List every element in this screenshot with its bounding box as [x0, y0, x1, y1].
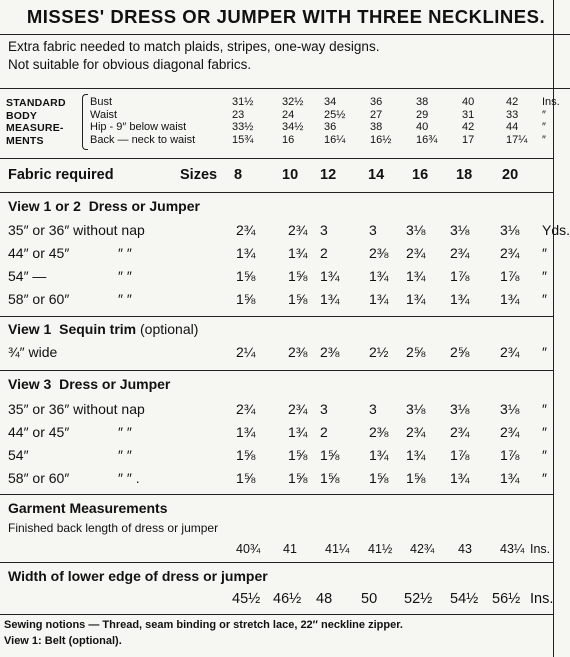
value-cell: 15¾ [232, 133, 254, 146]
table-row [0, 401, 570, 417]
value-cell: 3⅛ [406, 401, 426, 417]
value-cell: 2 [320, 424, 328, 440]
value-cell: 2⅜ [288, 344, 308, 360]
value-cell: 17¼ [506, 133, 528, 146]
value-cell: 2⅜ [320, 344, 340, 360]
value-cell: 40¾ [236, 542, 261, 556]
section-heading [8, 376, 170, 392]
value-cell: 2⅝ [450, 344, 470, 360]
section-view: View 3 [8, 376, 52, 392]
value-cell: 2½ [369, 344, 389, 360]
value-cell: 2¾ [500, 424, 520, 440]
value-cell: 1¾ [369, 268, 389, 284]
value-cell: 1⅝ [288, 470, 308, 486]
size-header: 10 [282, 167, 299, 183]
value-cell: 16½ [370, 133, 392, 146]
size-header: 14 [368, 167, 385, 183]
row-label: ¾″ wide [8, 344, 58, 360]
value-cell: 1⅝ [406, 470, 426, 486]
value-cell: 1¾ [320, 291, 340, 307]
value-cell: 46½ [273, 591, 302, 607]
value-cell: 3⅛ [406, 222, 426, 238]
table-row [0, 167, 570, 183]
table-row [0, 245, 570, 261]
section-view: View 1 [8, 321, 52, 337]
value-cell: 1⅝ [288, 447, 308, 463]
value-cell: 3⅛ [450, 222, 470, 238]
value-cell: 2¾ [236, 401, 256, 417]
unit-label: ″ [542, 470, 547, 486]
fabric-label: Fabric required [8, 167, 114, 183]
row-label: 44″ or 45″ [8, 245, 70, 261]
row-label: 54″ [8, 447, 29, 463]
size-header: 18 [456, 167, 473, 183]
value-cell: 1¾ [288, 424, 308, 440]
value-cell: 2¾ [450, 245, 470, 261]
unit-label: ″ [542, 447, 547, 463]
ditto-marks: ″ ″ . [118, 470, 140, 486]
value-cell: 41½ [368, 542, 393, 556]
unit-label: Ins. [542, 96, 560, 108]
divider [0, 316, 553, 317]
value-cell: 32½ [282, 96, 304, 108]
divider [0, 158, 553, 159]
value-cell: 1⅝ [236, 291, 256, 307]
value-cell: 33 [506, 108, 519, 121]
value-cell: 40 [416, 121, 429, 133]
value-cell: 23 [232, 108, 245, 121]
value-cell: 1¾ [369, 291, 389, 307]
value-cell: 16¼ [324, 133, 346, 146]
value-cell: 48 [316, 591, 333, 607]
value-cell: 3⅛ [450, 401, 470, 417]
value-cell: 1¾ [236, 424, 256, 440]
value-cell: 52½ [404, 591, 433, 607]
value-cell: 43¼ [500, 542, 525, 556]
table-row [0, 447, 570, 463]
size-header: 20 [502, 167, 519, 183]
value-cell: 42 [462, 121, 475, 133]
size-header: 8 [234, 167, 243, 183]
value-cell: 56½ [492, 591, 521, 607]
value-cell: 3 [369, 222, 377, 238]
table-row [0, 542, 570, 558]
value-cell: 1¾ [450, 470, 470, 486]
value-cell: 1⅝ [236, 268, 256, 284]
sizes-label: Sizes [180, 167, 218, 183]
value-cell: 36 [370, 96, 383, 108]
value-cell: 1¾ [450, 291, 470, 307]
row-label: 58″ or 60″ [8, 291, 70, 307]
value-cell: 24 [282, 108, 295, 121]
value-cell: 1¾ [369, 447, 389, 463]
value-cell: 1⅝ [320, 470, 340, 486]
section-heading [8, 321, 198, 337]
value-cell: 1⅞ [450, 447, 470, 463]
divider [0, 88, 570, 89]
unit-label: Yds. [542, 222, 570, 238]
value-cell: 50 [361, 591, 378, 607]
unit-label: ″ [542, 401, 547, 417]
sewing-notions: Sewing notions — Thread, seam binding or stretch lace, 22″ neckline zipper. [4, 619, 403, 631]
value-cell: 31 [462, 108, 475, 121]
value-cell: 29 [416, 108, 429, 121]
value-cell: 1⅝ [320, 447, 340, 463]
ditto-marks: ″ ″ [118, 424, 132, 440]
value-cell: 2¾ [288, 222, 308, 238]
table-row [0, 470, 570, 486]
unit-label: ″ [542, 268, 547, 284]
value-cell: 2¾ [236, 222, 256, 238]
value-cell: 1¾ [406, 447, 426, 463]
value-cell: 3⅛ [500, 401, 520, 417]
value-cell: 3⅛ [500, 222, 520, 238]
table-row [0, 591, 570, 607]
width-heading: Width of lower edge of dress or jumper [8, 568, 268, 584]
value-cell: 3 [369, 401, 377, 417]
size-header: 16 [412, 167, 429, 183]
unit-label: ″ [542, 424, 547, 440]
section-subtitle: Dress or Jumper [88, 198, 200, 214]
value-cell: 45½ [232, 591, 261, 607]
row-label: 54″ — [8, 268, 47, 284]
sewing-notions: View 1: Belt (optional). [4, 635, 122, 647]
unit-label: ″ [542, 291, 547, 307]
value-cell: 2¾ [288, 401, 308, 417]
value-cell: 38 [370, 121, 383, 133]
section-heading [8, 198, 200, 214]
ditto-marks: ″ ″ [118, 245, 132, 261]
unit-label: Ins. [530, 542, 551, 556]
measurements-label: STANDARD BODY MEASURE- MENTS [6, 97, 66, 147]
value-cell: 40 [462, 96, 475, 108]
table-row [0, 291, 570, 307]
value-cell: 25½ [324, 108, 346, 121]
value-cell: 33½ [232, 121, 254, 133]
value-cell: 54½ [450, 591, 479, 607]
section-subtitle: Dress or Jumper [59, 376, 171, 392]
value-cell: 34½ [282, 121, 304, 133]
value-cell: 42 [506, 96, 519, 108]
divider [0, 192, 553, 193]
value-cell: 1¾ [500, 470, 520, 486]
row-label: 35″ or 36″ without nap [8, 222, 145, 238]
value-cell: 1⅝ [288, 268, 308, 284]
value-cell: 17 [462, 133, 475, 146]
value-cell: 2¾ [500, 344, 520, 360]
value-cell: 42¾ [410, 542, 435, 556]
unit-label: ″ [542, 108, 546, 121]
row-label: 44″ or 45″ [8, 424, 70, 440]
value-cell: 1⅝ [369, 470, 389, 486]
value-cell: 2⅝ [406, 344, 426, 360]
value-cell: 1¾ [500, 291, 520, 307]
value-cell: 1⅝ [236, 447, 256, 463]
unit-label: ″ [542, 121, 546, 133]
garment-heading: Garment Measurements [8, 500, 168, 516]
value-cell: 1¾ [236, 245, 256, 261]
value-cell: 43 [458, 542, 472, 556]
value-cell: 2¼ [236, 344, 256, 360]
value-cell: 31½ [232, 96, 254, 108]
back-length-label: Finished back length of dress or jumper [8, 521, 219, 535]
value-cell: 34 [324, 96, 337, 108]
value-cell: 1⅞ [450, 268, 470, 284]
row-label: Bust [90, 96, 113, 108]
ditto-marks: ″ ″ [118, 447, 132, 463]
value-cell: 1⅞ [500, 447, 520, 463]
table-row [0, 268, 570, 284]
value-cell: 27 [370, 108, 383, 121]
divider [0, 494, 553, 495]
value-cell: 2 [320, 245, 328, 261]
size-header: 12 [320, 167, 337, 183]
value-cell: 1¾ [406, 291, 426, 307]
value-cell: 2¾ [406, 424, 426, 440]
table-row [0, 424, 570, 440]
value-cell: 1⅞ [500, 268, 520, 284]
unit-label: ″ [542, 245, 547, 261]
section-view: View 1 or 2 [8, 198, 81, 214]
divider [0, 34, 570, 35]
unit-label: ″ [542, 344, 547, 360]
value-cell: 38 [416, 96, 429, 108]
value-cell: 1⅝ [236, 470, 256, 486]
value-cell: 3 [320, 401, 328, 417]
row-label: Hip - 9″ below waist [90, 121, 187, 133]
ditto-marks: ″ ″ [118, 291, 132, 307]
value-cell: 44 [506, 121, 519, 133]
table-row [0, 344, 570, 360]
value-cell: 16¾ [416, 133, 438, 146]
value-cell: 41 [283, 542, 297, 556]
value-cell: 2⅜ [369, 424, 389, 440]
divider [0, 370, 553, 371]
value-cell: 16 [282, 133, 295, 146]
section-subtitle: Sequin trim [59, 321, 137, 337]
divider [0, 562, 553, 563]
value-cell: 1¾ [406, 268, 426, 284]
table-row [0, 222, 570, 238]
value-cell: 2⅜ [369, 245, 389, 261]
page-title: MISSES' DRESS OR JUMPER WITH THREE NECKLINES. [26, 6, 546, 27]
ditto-marks: ″ ″ [118, 268, 132, 284]
value-cell: 3 [320, 222, 328, 238]
note-line: Not suitable for obvious diagonal fabrics. [8, 57, 252, 72]
value-cell: 1¾ [288, 245, 308, 261]
unit-label: ″ [542, 133, 546, 146]
table-row [0, 134, 570, 150]
section-optional: (optional) [140, 321, 199, 337]
value-cell: 36 [324, 121, 337, 133]
value-cell: 2¾ [500, 245, 520, 261]
unit-label: Ins. [530, 591, 554, 607]
value-cell: 1⅝ [288, 291, 308, 307]
value-cell: 41¼ [325, 542, 350, 556]
value-cell: 1¾ [320, 268, 340, 284]
note-line: Extra fabric needed to match plaids, stripes, one-way designs. [8, 39, 380, 54]
row-label: 35″ or 36″ without nap [8, 401, 145, 417]
value-cell: 2¾ [406, 245, 426, 261]
row-label: Back — neck to waist [90, 133, 196, 146]
value-cell: 2¾ [450, 424, 470, 440]
row-label: Waist [90, 108, 118, 121]
divider [0, 614, 553, 615]
row-label: 58″ or 60″ [8, 470, 70, 486]
